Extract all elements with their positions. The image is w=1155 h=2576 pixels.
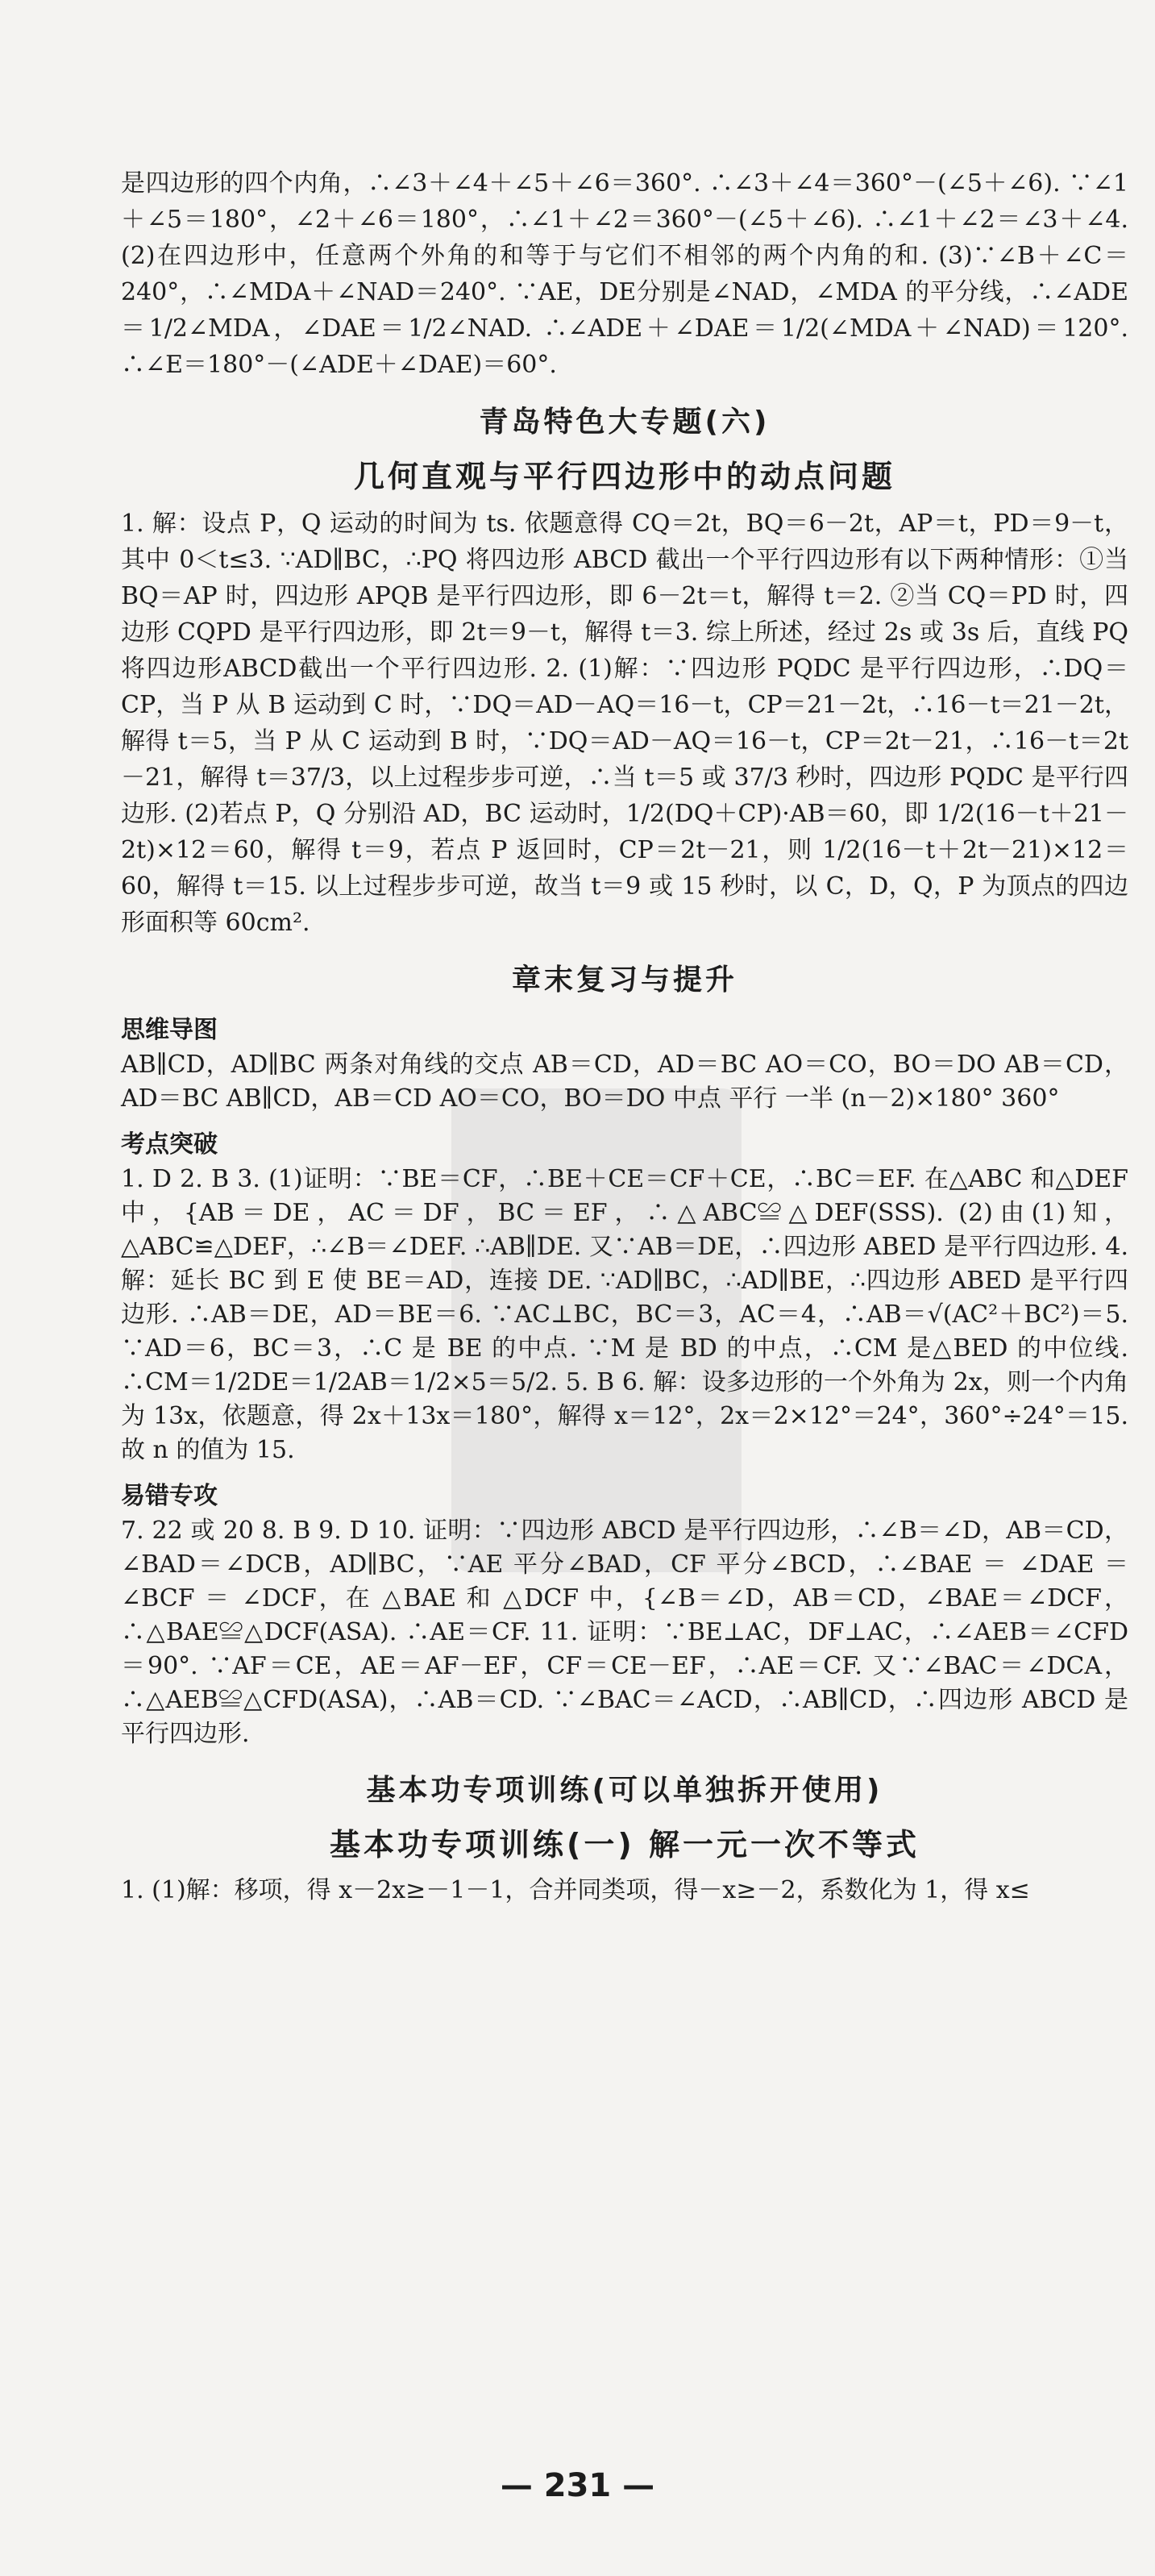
mindmap-label: 思维导图 xyxy=(121,1016,218,1044)
breakthrough-label: 考点突破 xyxy=(121,1130,218,1159)
chapter-title: 章末复习与提升 xyxy=(511,963,737,997)
top-paragraph: 是四边形的四个内角，∴∠3＋∠4＋∠5＋∠6＝360°. ∴∠3＋∠4＝360°－(∠5＋∠6). ∵∠1＋∠5＝180°，∠2＋∠6＝180°，∴∠1＋∠2＝360°－(∠5＋∠6). ∴∠1＋∠2＝∠3＋∠4. (2)在四边形中，任意两个外角的和等于与它们不相邻的两个内角的和. (3)∵∠B＋∠C＝240°，∴∠MDA＋∠NAD＝240°. ∵AE，DE分别是∠NAD，∠MDA 的平分线，∴∠ADE＝1/2∠MDA，∠DAE＝1/2∠NAD. ∴∠ADE＋∠DAE＝1/2(∠MDA＋∠NAD)＝120°. ∴∠E＝180°－(∠ADE＋∠DAE)＝60°. xyxy=(121,169,1128,379)
breakthrough-text: 1. D 2. B 3. (1)证明：∵BE＝CF，∴BE＋CE＝CF＋CE，∴BC＝EF. 在△ABC 和△DEF 中，{AB＝DE，AC＝DF，BC＝EF，∴△ABC≌△DEF(SSS). (2)由(1)知，△ABC≌△DEF，∴∠B＝∠DEF. ∴AB∥DE. 又∵AB＝DE，∴四边形 ABED 是平行四边形. 4. 解：延长 BC 到 E 使 BE＝AD，连接 DE. ∵AD∥BC，∴AD∥BE，∴四边形 ABED 是平行四边形. ∴AB＝DE，AD＝BE＝6. ∵AC⊥BC，BC＝3，AC＝4，∴AB＝√(AC²＋BC²)＝5. ∵AD＝6，BC＝3，∴C 是 BE 的中点. ∵M 是 BD 的中点，∴CM 是△BED 的中位线. ∴CM＝1/2DE＝1/2AB＝1/2×5＝5/2. 5. B 6. 解：设多边形的一个外角为 2x，则一个内角为 13x，依题意，得 2x＋13x＝180°，解得 x＝12°，2x＝2×12°＝24°，360°÷24°＝15. 故 n 的值为 15. xyxy=(121,1165,1128,1464)
basic-subtitle: 基本功专项训练(一) 解一元一次不等式 xyxy=(330,1827,920,1862)
special-paragraph: 1. 解：设点 P，Q 运动的时间为 ts. 依题意得 CQ＝2t，BQ＝6－2t，AP＝t，PD＝9－t，其中 0＜t≤3. ∵AD∥BC，∴PQ 将四边形 ABCD 截出一个平行四边形有以下两种情形：①当 BQ＝AP 时，四边形 APQB 是平行四边形，即 6－2t＝t，解得 t＝2. ②当 CQ＝PD 时，四边形 CQPD 是平行四边形，即 2t＝9－t，解得 t＝3. 综上所述，经过 2s 或 3s 后，直线 PQ 将四边形ABCD截出一个平行四边形. 2. (1)解：∵四边形 PQDC 是平行四边形，∴DQ＝CP，当 P 从 B 运动到 C 时，∵DQ＝AD－AQ＝16－t，CP＝21－2t，∴16－t＝21－2t，解得 t＝5，当 P 从 C 运动到 B 时，∵DQ＝AD－AQ＝16－t，CP＝2t－21，∴16－t＝2t－21，解得 t＝37/3，以上过程步步可逆，∴当 t＝5 或 37/3 秒时，四边形 PQDC 是平行四边形. (2)若点 P，Q 分别沿 AD，BC 运动时，1/2(DQ＋CP)·AB＝60，即 1/2(16－t＋21－2t)×12＝60，解得 t＝9，若点 P 返回时，CP＝2t－21，则 1/2(16－t＋2t－21)×12＝60，解得 t＝15. 以上过程步步可逆，故当 t＝9 或 15 秒时，以 C，D，Q，P 为顶点的四边形面积等 60cm². xyxy=(121,510,1128,937)
mindmap-text: AB∥CD，AD∥BC 两条对角线的交点 AB＝CD，AD＝BC AO＝CO，BO＝DO AB＝CD，AD＝BC AB∥CD，AB＝CD AO＝CO，BO＝DO 中点 平行 一半 (n－2)×180° 360° xyxy=(121,1051,1128,1113)
error-label: 易错专攻 xyxy=(121,1482,218,1510)
basic-title: 基本功专项训练(可以单独拆开使用) xyxy=(366,1774,883,1807)
page-number: — 231 — xyxy=(500,2467,655,2504)
basic-text: 1. (1)解：移项，得 x－2x≥－1－1，合并同类项，得－x≥－2，系数化为 1，得 x≤ xyxy=(121,1876,1030,1904)
page-content xyxy=(121,165,1128,1908)
special-subtitle: 几何直观与平行四边形中的动点问题 xyxy=(353,459,895,494)
error-text: 7. 22 或 20 8. B 9. D 10. 证明：∵四边形 ABCD 是平行四边形，∴∠B＝∠D，AB＝CD，∠BAD＝∠DCB，AD∥BC，∵AE 平分∠BAD，CF 平分∠BCD，∴∠BAE ＝ ∠DAE ＝ ∠BCF ＝ ∠DCF，在 △BAE 和 △DCF 中，{∠B＝∠D，AB＝CD，∠BAE＝∠DCF，∴△BAE≌△DCF(ASA). ∴AE＝CF. 11. 证明：∵BE⊥AC，DF⊥AC，∴∠AEB＝∠CFD＝90°. ∵AF＝CE，AE＝AF－EF，CF＝CE－EF，∴AE＝CF. 又∵∠BAC＝∠DCA，∴△AEB≌△CFD(ASA)，∴AB＝CD. ∵∠BAC＝∠ACD，∴AB∥CD，∴四边形 ABCD 是平行四边形. xyxy=(121,1517,1128,1748)
special-title: 青岛特色大专题(六) xyxy=(479,406,771,439)
